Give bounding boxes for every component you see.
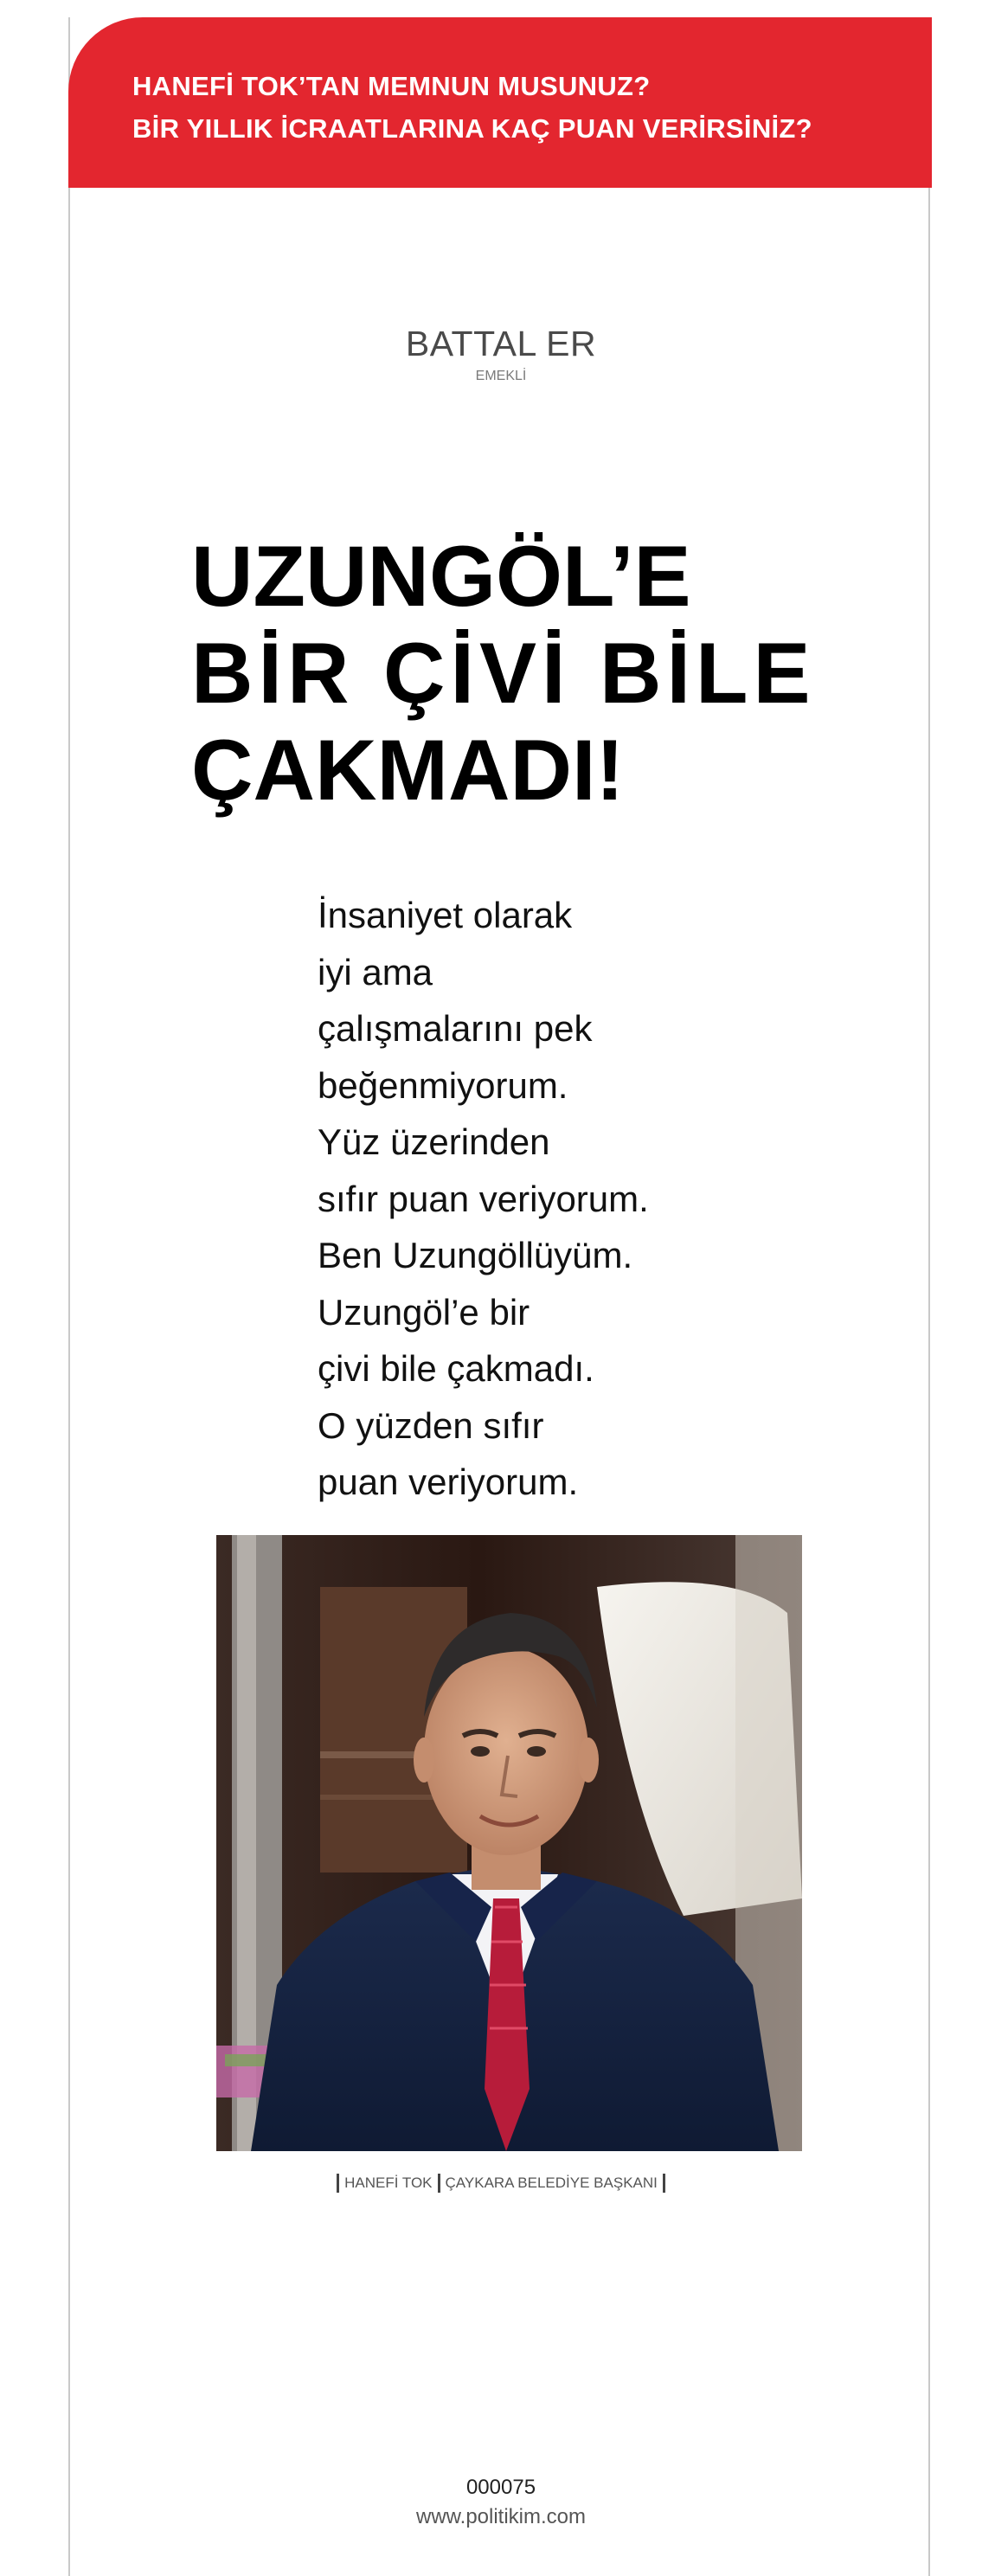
photo-caption (70, 2174, 932, 2193)
question-banner (68, 17, 932, 188)
quote-line: O yüzden sıfır (318, 1404, 544, 1446)
author-block (70, 322, 932, 386)
website-url: www.politikim.com (415, 2505, 587, 2528)
quote-line: iyi ama (318, 951, 433, 992)
quote-line: Uzungöl’e bir (318, 1291, 530, 1333)
caption-person-name: HANEFİ TOK (344, 2175, 433, 2191)
quote-line: sıfır puan veriyorum. (318, 1178, 649, 1219)
page-code: 000075 (465, 2476, 536, 2499)
banner-question-line-1: HANEFİ TOK’TAN MEMNUN MUSUNUZ? (132, 71, 651, 101)
banner-question-line-2: BİR YILLIK İCRAATLARINA KAÇ PUAN VERİRSİNİZ? (132, 113, 812, 144)
quote-line: Yüz üzerinden (318, 1121, 550, 1162)
portrait-illustration (216, 1535, 802, 2151)
caption-divider (337, 2174, 339, 2193)
headline-line-1: UZUNGÖL’E (191, 528, 691, 624)
author-name: BATTAL ER (405, 324, 597, 363)
quote-line: puan veriyorum. (318, 1461, 579, 1502)
quote-line: beğenmiyorum. (318, 1064, 568, 1106)
caption-divider (663, 2174, 665, 2193)
quote-line: çivi bile çakmadı. (318, 1348, 594, 1389)
quote-line: çalışmalarını pek (318, 1008, 593, 1049)
headline (191, 528, 909, 819)
quote-line: İnsaniyet olarak (318, 895, 573, 935)
article-card (68, 17, 930, 2576)
portrait-photo (216, 1535, 802, 2151)
author-role: EMEKLİ (475, 369, 527, 383)
headline-line-2: BİR ÇİVİ BİLE (191, 625, 816, 721)
headline-line-3: ÇAKMADI! (191, 722, 625, 818)
quote-line: Ben Uzungöllüyüm. (318, 1235, 633, 1275)
caption-divider (438, 2174, 440, 2193)
caption-person-title: ÇAYKARA BELEDİYE BAŞKANI (445, 2175, 658, 2191)
page-footer (70, 2473, 932, 2532)
quote-text (318, 887, 837, 1511)
